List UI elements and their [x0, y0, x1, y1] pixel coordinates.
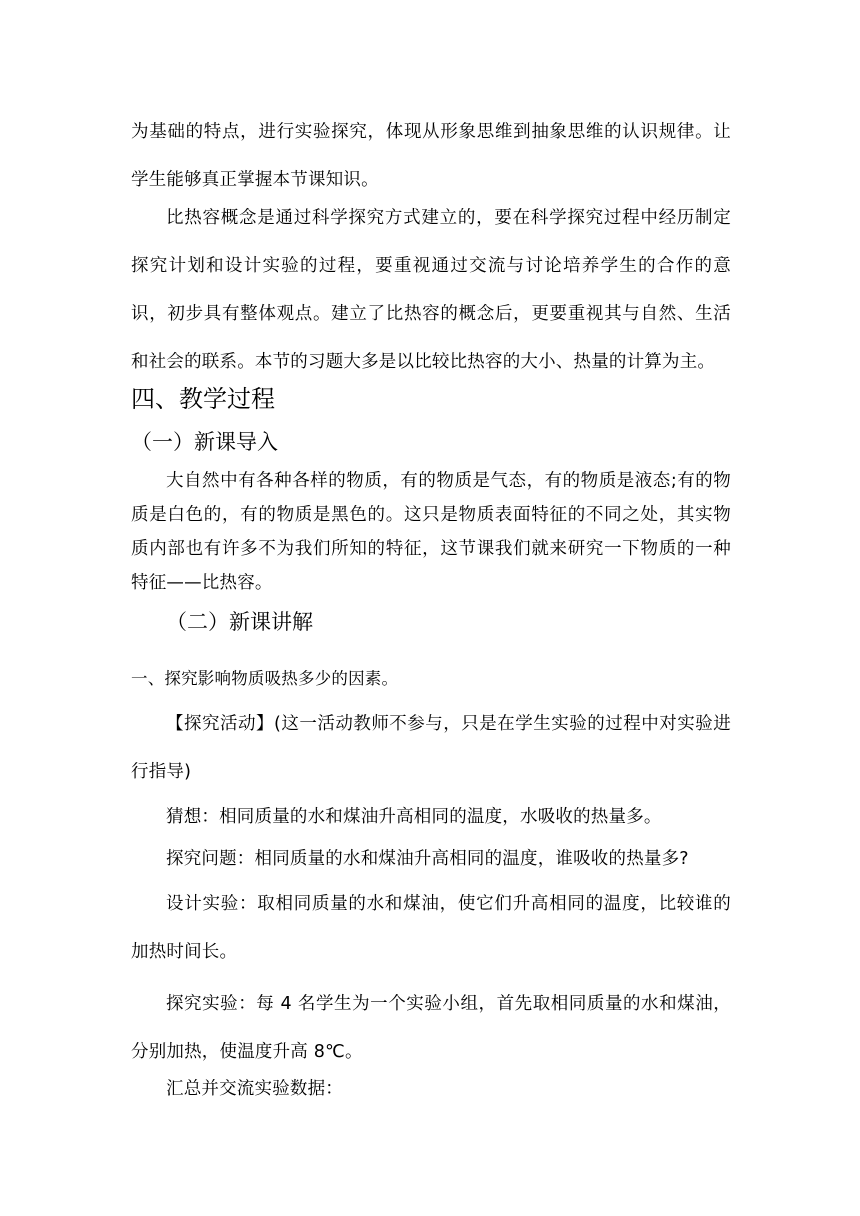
section-heading-teaching-process: 四、教学过程 — [131, 385, 275, 413]
paragraph-intro: 大自然中有各种各样的物质，有的物质是气态，有的物质是液态;有的物质是白色的，有的物质是黑色的。这只是物质表面特征的不同之处，其实物质内部也有许多不为我们所知的特征，这节课我们就来研究一下物质的一种特征——比热容。 — [131, 471, 731, 593]
explore-activity: 【探究活动】(这一活动教师不参与，只是在学生实验的过程中对实验进行指导) — [131, 714, 731, 782]
paragraph-specific-heat-concept: 比热容概念是通过科学探究方式建立的，要在科学探究过程中经历制定探究计划和设计实验的过程，要重视通过交流与讨论培养学生的合作的意识，初步具有整体观点。建立了比热容的概念后，更要重视其与自然、生活和社会的联系。本节的习题大多是以比较比热容的大小、热量的计算为主。 — [131, 208, 731, 372]
explore-design: 设计实验：取相同质量的水和煤油，使它们升高相同的温度，比较谁的加热时间长。 — [131, 894, 731, 962]
explore-experiment: 探究实验：每 4 名学生为一个实验小组，首先取相同质量的水和煤油，分别加热，使温度升高 8℃。 — [131, 994, 731, 1062]
paragraph-continuation: 为基础的特点，进行实验探究，体现从形象思维到抽象思维的认识规律。让学生能够真正掌握本节课知识。 — [131, 122, 731, 190]
explore-summary: 汇总并交流实验数据： — [166, 1079, 343, 1099]
subheading-new-lesson-intro: （一）新课导入 — [131, 430, 278, 454]
explore-title: 一、探究影响物质吸热多少的因素。 — [131, 669, 399, 688]
explore-question: 探究问题：相同质量的水和煤油升高相同的温度，谁吸收的热量多? — [166, 849, 689, 869]
subheading-new-lesson-explanation: （二）新课讲解 — [166, 610, 313, 634]
explore-guess: 猜想：相同质量的水和煤油升高相同的温度，水吸收的热量多。 — [166, 807, 662, 827]
